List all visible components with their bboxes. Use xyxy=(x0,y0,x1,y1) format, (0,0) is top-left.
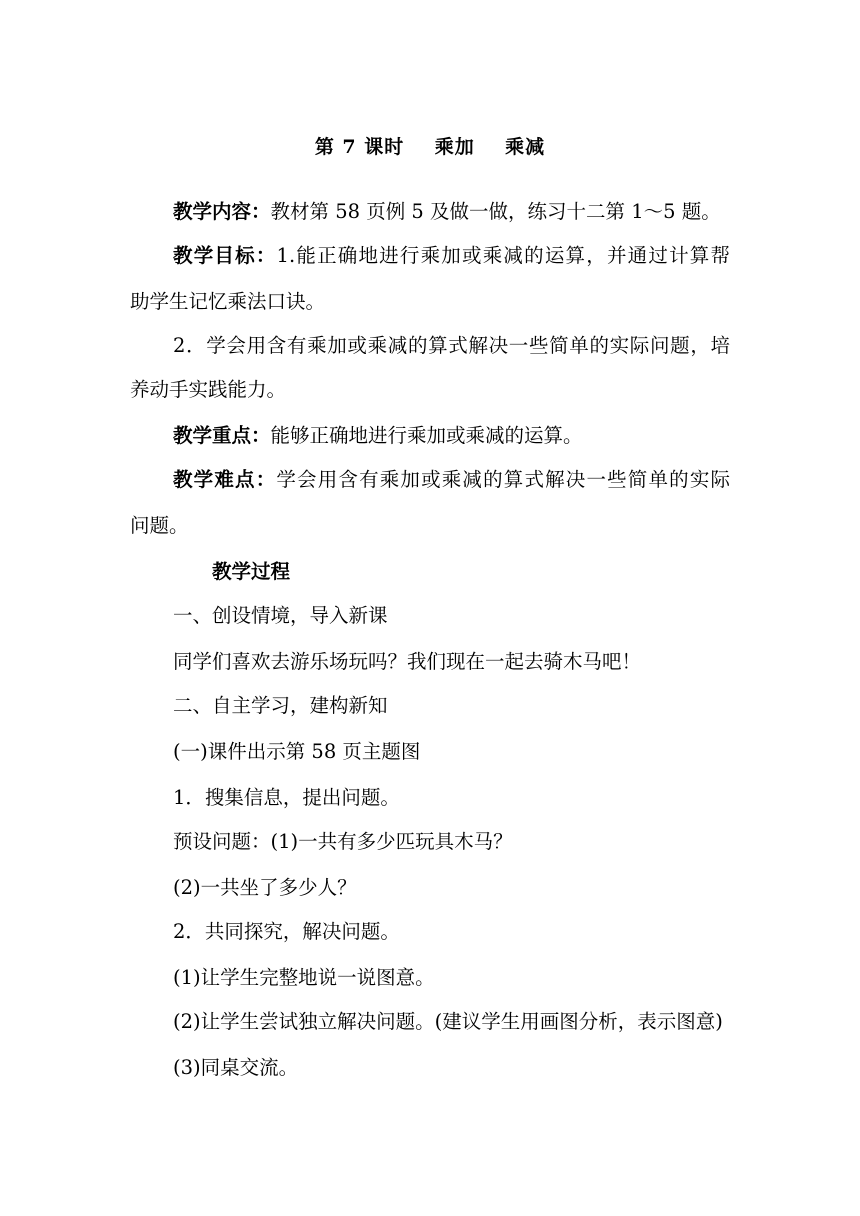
teaching-goal2-line1: 2．学会用含有乘加或乘减的算式解决一些简单的实际问题，培 xyxy=(173,334,730,357)
substep-2: (2)让学生尝试独立解决问题。(建议学生用画图分析，表示图意) xyxy=(173,1010,723,1033)
teaching-goal2-line2: 养动手实践能力。 xyxy=(130,378,287,401)
subsection-1-heading: (一)课件出示第 58 页主题图 xyxy=(173,740,421,763)
teaching-difficulty-line1 xyxy=(130,468,730,492)
teaching-goal-label: 教学目标： xyxy=(173,244,277,267)
teaching-content-label: 教学内容： xyxy=(173,200,271,223)
teaching-goal-text1: 1.能正确地进行乘加或乘减的运算，并通过计算帮 xyxy=(276,244,730,267)
intro-paragraph: 同学们喜欢去游乐场玩吗？我们现在一起去骑木马吧！ xyxy=(173,650,642,673)
substep-3: (3)同桌交流。 xyxy=(173,1056,299,1079)
key-point-label: 教学重点： xyxy=(173,424,271,447)
substep-1: (1)让学生完整地说一说图意。 xyxy=(173,966,435,989)
teaching-difficulty-line2: 问题。 xyxy=(130,514,189,537)
step-2: 2．共同探究，解决问题。 xyxy=(173,920,400,943)
difficulty-label: 教学难点： xyxy=(173,468,277,491)
section-1-heading: 一、创设情境，导入新课 xyxy=(173,604,388,627)
teaching-content xyxy=(130,200,730,224)
key-point-text: 能够正确地进行乘加或乘减的运算。 xyxy=(270,424,583,447)
page-title: 第 7 课时 乘加 乘减 xyxy=(314,136,546,158)
teaching-goal-line1 xyxy=(130,244,730,268)
teaching-key-point xyxy=(130,424,730,448)
preset-question-2: (2)一共坐了多少人？ xyxy=(173,876,357,899)
section-2-heading: 二、自主学习，建构新知 xyxy=(173,694,388,717)
step-1: 1．搜集信息，提出问题。 xyxy=(173,786,400,809)
difficulty-text1: 学会用含有乘加或乘减的算式解决一些简单的实际 xyxy=(276,468,730,491)
process-heading: 教学过程 xyxy=(212,560,291,583)
teaching-content-text: 教材第 58 页例 5 及做一做，练习十二第 1～5 题。 xyxy=(270,200,721,223)
preset-question-1: 预设问题：(1)一共有多少匹玩具木马？ xyxy=(173,830,513,853)
teaching-goal-line2: 助学生记忆乘法口诀。 xyxy=(130,290,326,313)
